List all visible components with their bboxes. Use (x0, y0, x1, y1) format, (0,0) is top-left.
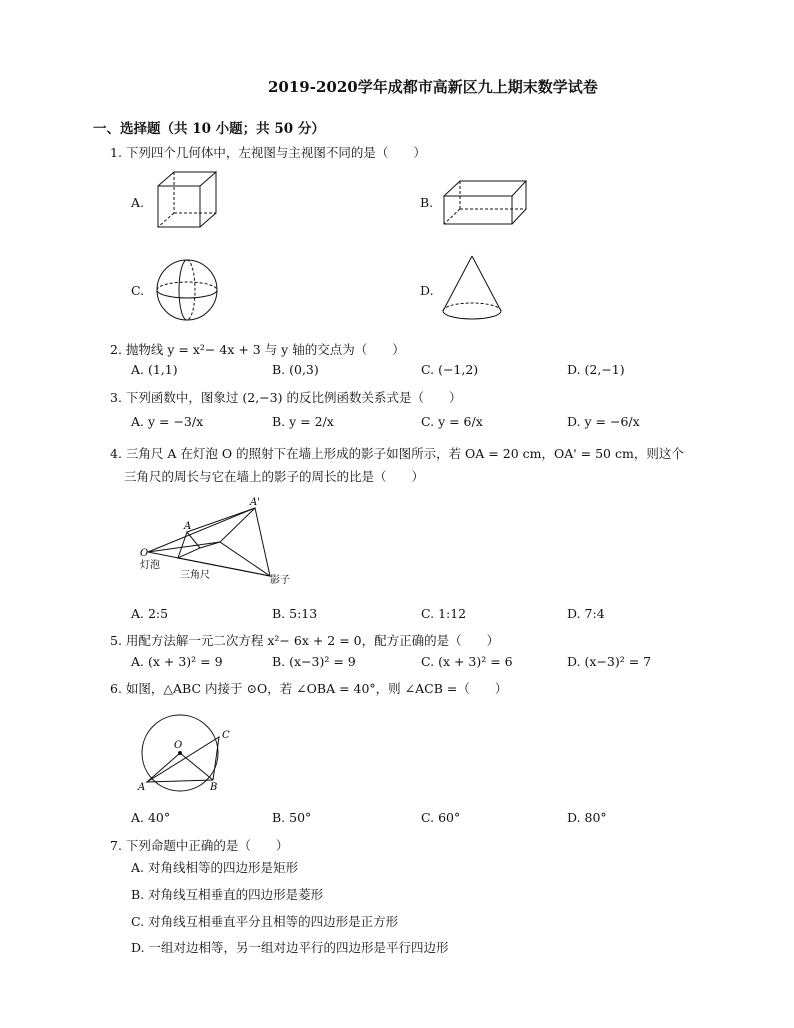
question-1-stem: 1. 下列四个几何体中，左视图与主视图不同的是（ ） (110, 145, 426, 160)
sphere-icon (153, 258, 221, 322)
q6-option-c: C. 60° (421, 810, 461, 825)
label-b: B (210, 782, 218, 793)
label-ruler: 三角尺 (180, 570, 210, 581)
label-o: O (174, 740, 183, 751)
q6-option-d: D. 80° (567, 810, 607, 825)
q1-option-d: D. (420, 283, 434, 298)
q6-option-a: A. 40° (131, 810, 171, 825)
q5-option-d: D. (x−3)² = 7 (567, 654, 652, 669)
label-lamp: 灯泡 (140, 560, 160, 571)
label-a: A (138, 782, 146, 793)
q5-option-a: A. (x + 3)² = 9 (131, 654, 223, 669)
q4-option-a: A. 2:5 (131, 606, 169, 621)
q3-option-a: A. y = −3/x (131, 414, 204, 429)
question-4-stem-line2: 三角尺的周长与它在墙上的影子的周长的比是（ ） (124, 469, 425, 484)
question-7-stem: 7. 下列命题中正确的是（ ） (110, 838, 289, 853)
cuboid-icon (441, 178, 529, 228)
question-6-stem: 6. 如图，△ABC 内接于 ⊙O，若 ∠OBA = 40°，则 ∠ACB =（ ） (110, 681, 508, 696)
circle-figure (136, 710, 236, 798)
q3-option-c: C. y = 6/x (421, 414, 483, 429)
q2-option-c: C. (−1,2) (421, 362, 479, 377)
label-o: O (140, 548, 149, 559)
q4-option-b: B. 5:13 (272, 606, 318, 621)
q3-option-d: D. y = −6/x (567, 414, 640, 429)
question-4-stem-line1: 4. 三角尺 A 在灯泡 O 的照射下在墙上形成的影子如图所示，若 OA = 20 cm，OA' = 50 cm，则这个 (110, 446, 684, 461)
q1-option-a: A. (131, 195, 145, 210)
q2-option-a: A. (1,1) (131, 362, 178, 377)
q2-option-b: B. (0,3) (272, 362, 319, 377)
label-c: C (222, 730, 230, 741)
label-a: A (184, 521, 192, 532)
cube-icon (155, 170, 219, 232)
q7-option-d: D. 一组对边相等，另一组对边平行的四边形是平行四边形 (131, 940, 449, 955)
q7-option-b: B. 对角线互相垂直的四边形是菱形 (131, 887, 324, 902)
q5-option-b: B. (x−3)² = 9 (272, 654, 356, 669)
q5-option-c: C. (x + 3)² = 6 (421, 654, 513, 669)
label-a-prime: A' (250, 497, 260, 508)
q2-option-d: D. (2,−1) (567, 362, 625, 377)
q7-option-a: A. 对角线相等的四边形是矩形 (131, 860, 298, 875)
q7-option-c: C. 对角线互相垂直平分且相等的四边形是正方形 (131, 914, 399, 929)
q4-option-d: D. 7:4 (567, 606, 605, 621)
q1-option-c: C. (131, 283, 145, 298)
section-heading: 一、选择题（共 10 小题；共 50 分） (93, 121, 325, 137)
label-shadow: 影子 (270, 575, 290, 586)
q1-option-b: B. (420, 195, 434, 210)
q4-option-c: C. 1:12 (421, 606, 467, 621)
cone-icon (440, 254, 504, 322)
page-title: 2019-2020学年成都市高新区九上期末数学试卷 (268, 78, 598, 96)
q3-option-b: B. y = 2/x (272, 414, 334, 429)
q6-option-b: B. 50° (272, 810, 312, 825)
shadow-figure (138, 497, 328, 590)
question-2-stem: 2. 抛物线 y = x²− 4x + 3 与 y 轴的交点为（ ） (110, 342, 405, 357)
question-5-stem: 5. 用配方法解一元二次方程 x²− 6x + 2 = 0，配方正确的是（ ） (110, 633, 500, 648)
question-3-stem: 3. 下列函数中，图象过 (2,−3) 的反比例函数关系式是（ ） (110, 390, 462, 405)
